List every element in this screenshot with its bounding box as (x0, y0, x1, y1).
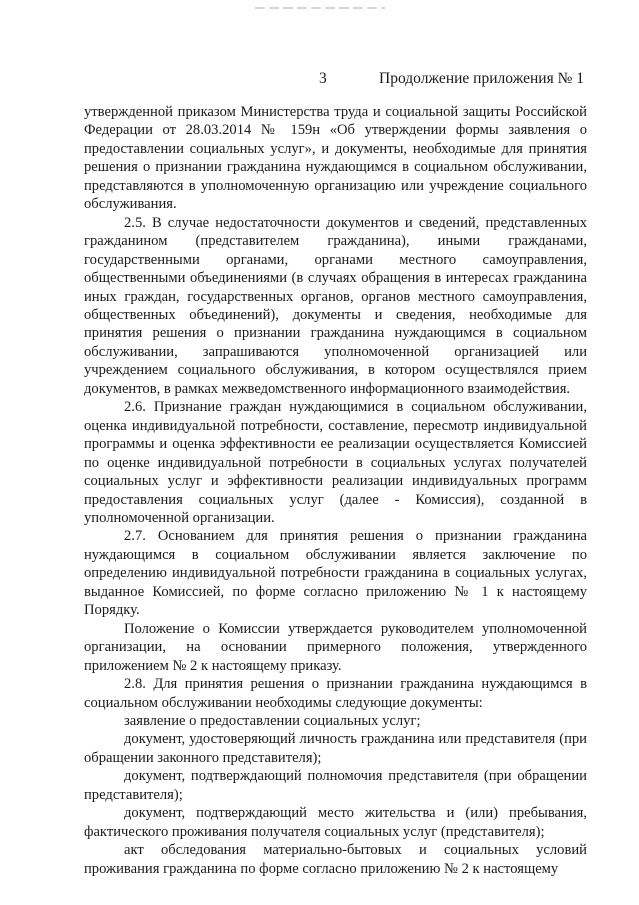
list-item-identity-document: документ, удостоверяющий личность гражданина или представителя (при обращении законного представителя); (84, 731, 587, 766)
document-body (84, 103, 587, 878)
page-header (0, 70, 639, 90)
page-number: 3 (319, 70, 327, 87)
paragraph-2-6: 2.6. Признание граждан нуждающимися в социальном обслуживании, оценка индивидуальной потребности, составление, пересмотр индивидуальной программы и оценка эффективности ее реализации осуществляется Комиссией по оценке индивидуальной потребности в социальных услугах получателей социальных услуг и эффективности реализации индивидуальных программ предоставления социальных услуг (далее - Комиссия), созданной в уполномоченной организации. (84, 399, 587, 526)
paragraph-2-5: 2.5. В случае недостаточности документов и сведений, представленных гражданином (представителем гражданина), иными гражданами, государственными органами, органами местного самоуправления, общественными объединениями (в случаях обращения в интересах гражданина иных граждан, государственных органов, органов местного самоуправления, общественных объединений), документы и сведения, необходимые для принятия решения о признании гражданина нуждающимся в социальном обслуживании, запрашиваются уполномоченной организацией или учреждением социального обслуживания, в котором осуществлялся прием документов, в рамках межведомственного информационного взаимодействия. (84, 214, 587, 397)
top-scan-line (255, 7, 385, 9)
appendix-continuation-label: Продолжение приложения № 1 (379, 70, 584, 87)
list-item-inspection-act: акт обследования материально-бытовых и социальных условий проживания гражданина по форме согласно приложению № 2 к настоящему (84, 842, 587, 877)
list-item-application: заявление о предоставлении социальных услуг; (124, 712, 421, 729)
paragraph-2-8: 2.8. Для принятия решения о признании гражданина нуждающимся в социальном обслуживании необходимы следующие документы: (84, 676, 587, 711)
paragraph-2-7: 2.7. Основанием для принятия решения о признании гражданина нуждающимся в социальном обслуживании является заключение по определению индивидуальной потребности гражданина в социальных услугах, выданное Комиссией, по форме согласно приложению № 1 к настоящему Порядку. (84, 528, 587, 619)
list-item-authority-document: документ, подтверждающий полномочия представителя (при обращении представителя); (84, 768, 587, 803)
paragraph-commission-regulation: Положение о Комиссии утверждается руководителем уполномоченной организации, на основании примерного положения, утвержденного приложением № 2 к настоящему приказу. (84, 620, 587, 674)
list-item-residence-document: документ, подтверждающий место жительства и (или) пребывания, фактического проживания получателя социальных услуг (представителя); (84, 805, 587, 840)
paragraph-intro-continuation: утвержденной приказом Министерства труда и социальной защиты Российской Федерации от 28.03.2014 № 159н «Об утверждении формы заявления о предоставлении социальных услуг», и документы, необходимые для принятия решения о признании гражданина нуждающимся в социальном обслуживании, представляются в уполномоченную организацию или учреждение социального обслуживания. (84, 104, 587, 213)
